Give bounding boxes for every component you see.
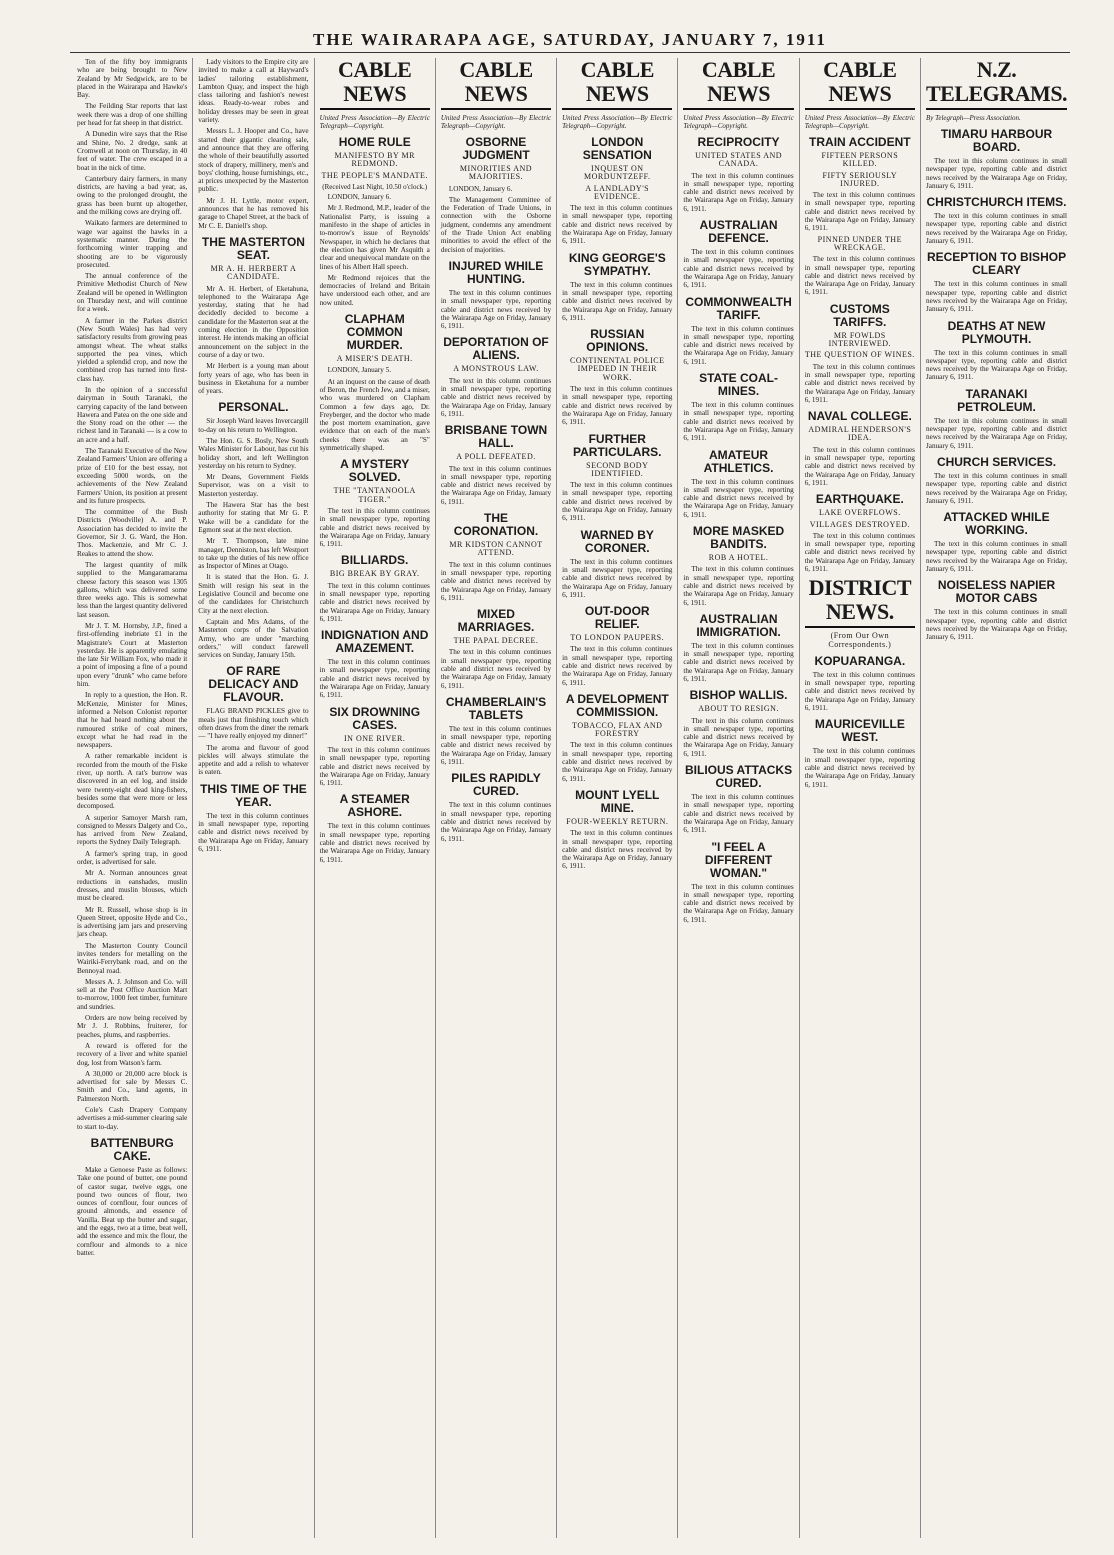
subheadline: FIFTEEN PERSONS KILLED.	[821, 151, 899, 169]
headline: INJURED WHILE HUNTING.	[448, 258, 544, 286]
headline: BISHOP WALLIS.	[689, 688, 788, 703]
headline: DEATHS AT NEW PLYMOUTH.	[947, 318, 1046, 346]
recipe-text: Make a Genoese Paste as follows: Take one pound of butter, one pound of castor sugar, twelve eggs, one pound two ounces of flour, two ounces of cornflour, four ounces of ground almonds, and essence of Vanilla. Beat up the butter and sugar, and the eggs, two at a time, beat well, add the essence and mix the flour, the cornflour and almonds to a nice batter.	[77, 1165, 188, 1257]
filler-text: The text in this column continues in small newspaper type, reporting cable and district news received by the Wairarapa Age on Friday, January 6, 1911.	[925, 540, 1068, 574]
headline: BILLIARDS.	[341, 553, 409, 568]
subheadline: THE QUESTION OF WINES.	[804, 350, 915, 360]
filler-text: The text in this column continues in small newspaper type, reporting cable and district news received by the Wairarapa Age on Friday, January 6, 1911.	[683, 641, 794, 683]
paragraph: Mr T. Thompson, late mine manager, Denniston, has left Westport to take up the duties of his new office as Inspector of Mines at Otago.	[198, 537, 309, 571]
paragraph: Sir Joseph Ward leaves Invercargill to-day on his return to Wellington.	[198, 417, 309, 434]
subheadline: THE "TANTANOOLA TIGER."	[333, 486, 416, 504]
paragraph: The Hawera Star has the best authority for stating that Mr G. P. Wake will be a candidate for the Egmont seat at the next election.	[198, 501, 309, 534]
paragraph: Mr R. Russell, whose shop is in Queen Street, opposite Hyde and Co., is advertising jam jars and preserving jars cheap.	[77, 905, 188, 939]
subheadline: THE PAPAL DECREE.	[453, 636, 539, 646]
filler-text: The text in this column continues in small newspaper type, reporting cable and district news received by the Wairarapa Age on Friday, January 6, 1911.	[562, 385, 673, 427]
paragraph: Orders are now being received by Mr J. J. Robbins, fruiterer, for peaches, plums, and raspberries.	[77, 1014, 188, 1039]
paragraph: A reward is offered for the recovery of a liver and white spaniel dog, lost from Watson's farm.	[77, 1041, 188, 1067]
filler-text: The text in this column continues in small newspaper type, reporting cable and district news received by the Wairarapa Age on Friday, January 6, 1911.	[683, 793, 794, 835]
subheadline: MR KIDSTON CANNOT ATTEND.	[449, 540, 543, 558]
filler-text: The text in this column continues in small newspaper type, reporting cable and district news received by the Wairarapa Age on Friday, January 6, 1911.	[804, 191, 915, 233]
paragraph: It is stated that the Hon. G. J. Smith will resign his seat in the Legislative Council and become one of the candidates for Christchurch City at the next election.	[198, 573, 309, 615]
filler-text: The text in this column continues in small newspaper type, reporting cable and district news received by the Wairarapa Age on Friday, January 6, 1911.	[925, 416, 1068, 450]
filler-text: The text in this column continues in small newspaper type, reporting cable and district news received by the Wairarapa Age on Friday, January 6, 1911.	[562, 829, 673, 871]
paragraph: A rather remarkable incident is recorded from the mouth of the Fiske river, up north. A rat's burrow was discovered in an eel log, and inside were twenty-eight dead king-fishers, besides some that were more or less decomposed.	[77, 752, 188, 811]
paragraph: The Feilding Star reports that last week there was a drop of one shilling per head for fat sheep in that district.	[77, 102, 188, 128]
paragraph: In reply to a question, the Hon. R. McKenzie, Minister for Mines, informed a Nelson Colonist reporter that he had heard nothing about the rumoured strike of coal miners, except what he had read in the newspapers.	[77, 691, 188, 750]
column-5	[556, 58, 677, 1538]
headline: TARANAKI PETROLEUM.	[957, 386, 1036, 414]
headline: AMATEUR ATHLETICS.	[703, 447, 774, 475]
filler-text: The text in this column continues in small newspaper type, reporting cable and district news received by the Wairarapa Age on Friday, January 6, 1911.	[319, 506, 430, 549]
filler-text: The text in this column continues in small newspaper type, reporting cable and district news received by the Wairarapa Age on Friday, January 6, 1911.	[562, 204, 673, 246]
headline: ATTACKED WHILE WORKING.	[943, 510, 1050, 538]
dateline: (Received Last Night, 10.50 o'clock.)	[322, 182, 428, 191]
subheadline: A POLL DEFEATED.	[456, 452, 536, 462]
headline: PILES RAPIDLY CURED.	[451, 771, 541, 799]
headline: KOPUARANGA.	[814, 653, 906, 668]
headline: SIX DROWNING CASES.	[329, 704, 421, 732]
headline: OSBORNE JUDGMENT	[462, 135, 530, 162]
col1-paragraphs	[77, 58, 187, 1131]
paragraph: The Masterton County Council invites tenders for metalling on the Wairiki-Ferrybank road, and on the Bennoyal road.	[77, 941, 188, 975]
filler-text: The text in this column continues in small newspaper type, reporting cable and district news received by the Wairarapa Age on Friday, January 6, 1911.	[562, 481, 673, 523]
filler-text: The text in this column continues in small newspaper type, reporting cable and district news received by the Wairarapa Age on Friday, January 6, 1911.	[683, 477, 794, 519]
filler-text: The text in this column continues in small newspaper type, reporting cable and district news received by the Wairarapa Age on Friday, January 6, 1911.	[562, 741, 673, 783]
paragraph: Mr A. H. Herbert, of Eketahuna, telephoned to the Wairarapa Age yesterday, stating that he had decidedly decided to become a candidate for the Masterton seat at the coming election in the Opposition interest. He intends making an official announcement on the subject in the course of a day or two.	[198, 284, 309, 359]
headline: THE CORONATION.	[453, 511, 539, 539]
headline: NOISELESS NAPIER MOTOR CABS	[937, 578, 1056, 606]
paragraph: FLAG BRAND PICKLES give to meals just that finishing touch which often draws from the diner the remark — "I have really enjoyed my dinner!"	[198, 707, 309, 741]
subheadline: TOBACCO, FLAX AND FORESTRY	[572, 720, 663, 739]
subheadline: ADMIRAL HENDERSON'S IDEA.	[808, 425, 912, 443]
filler-text: The text in this column continues in small newspaper type, reporting cable and district news received by the Wairarapa Age on Friday, January 6, 1911.	[804, 255, 915, 297]
filler-text: The text in this column continues in small newspaper type, reporting cable and district news received by the Wairarapa Age on Friday, January 6, 1911.	[683, 324, 794, 366]
filler-text: The text in this column continues in small newspaper type, reporting cable and district news received by the Wairarapa Age on Friday, January 6, 1911.	[319, 822, 430, 864]
filler-text: The text in this column continues in small newspaper type, reporting cable and district news received by the Wairarapa Age on Friday, January 6, 1911.	[198, 811, 309, 853]
paragraph: Canterbury dairy farmers, in many districts, are having a bad year, as, owing to the prolonged drought, the grass has been burnt up altogether, and the milking cows are drying off.	[77, 174, 188, 217]
headline: STATE COAL-MINES.	[699, 371, 778, 399]
paragraph: A Dunedin wire says that the Rise and Shine, No. 2 dredge, sank at Cromwell at noon on Thursday, in 40 feet of water. The crew escaped in a boat in the nick of time.	[77, 130, 188, 172]
paragraph: The Management Committee of the Federation of Trade Unions, in connection with the Osborne judgment, condemns any amendment of the Trade Union Act enabling minorities to avoid the effect of the decision of majorities.	[440, 195, 552, 254]
nz-telegrams-banner: N.Z. TELEGRAMS.	[926, 58, 1067, 110]
paragraph: Waikato farmers are determined to wage war against the hawks in a systematic manner. During the forthcoming winter trapping and shooting are to be vigorously prosecuted.	[77, 219, 188, 269]
filler-text: The text in this column continues in small newspaper type, reporting cable and district news received by the Wairarapa Age on Friday, January 6, 1911.	[440, 464, 552, 506]
subheadline: A MISER'S DEATH.	[336, 354, 413, 364]
paragraph: Mr J. H. Lyttle, motor expert, announces that he has removed his garage to Chapel Street, at the back of Mr C. E. Daniell's shop.	[198, 196, 309, 230]
subheadline: MR A. H. HERBERT A CANDIDATE.	[210, 263, 297, 282]
filler-text: The text in this column continues in small newspaper type, reporting cable and district news received by the Wairarapa Age on Friday, January 6, 1911.	[683, 882, 794, 924]
filler-text: The text in this column continues in small newspaper type, reporting cable and district news received by the Wairarapa Age on Friday, January 6, 1911.	[319, 581, 430, 623]
paragraph: LONDON, January 6.	[448, 184, 513, 193]
filler-text: The text in this column continues in small newspaper type, reporting cable and district news received by the Wairarapa Age on Friday, January 6, 1911.	[925, 608, 1068, 642]
paragraph: A 30,000 or 20,000 acre block is advertised for sale by Messrs C. Smith and Co., land agents, in Palmerston North.	[77, 1069, 188, 1103]
headline: MOUNT LYELL MINE.	[575, 787, 660, 815]
cable-news-banner: CABLE NEWS	[562, 58, 672, 110]
subheadline: MR FOWLDS INTERVIEWED.	[828, 330, 892, 349]
paragraph: Mr Deans, Government Fields Supervisor, was on a visit to Masterton yesterday.	[198, 473, 309, 498]
subheadline: LAKE OVERFLOWS.	[818, 508, 901, 518]
masthead: THE WAIRARAPA AGE, SATURDAY, JANUARY 7, 1911	[70, 30, 1070, 53]
paragraph: Mr A. Norman announces great reductions in eanshades, muslin dresses, and muslin blouses, which must be cleared.	[77, 869, 188, 903]
headline: RECEPTION TO BISHOP CLEARY	[926, 250, 1067, 278]
subheadline: MANIFESTO BY MR REDMOND.	[334, 151, 415, 169]
paragraph: The Hon. G. S. Bosly, New South Wales Minister for Labour, has cut his holiday short, and left Wellington yesterday on his return to Sydney.	[198, 436, 309, 470]
headline: RECIPROCITY	[697, 135, 780, 149]
filler-text: The text in this column continues in small newspaper type, reporting cable and district news received by the Wairarapa Age on Friday, January 6, 1911.	[804, 362, 915, 404]
filler-text: The text in this column continues in small newspaper type, reporting cable and district news received by the Wairarapa Age on Friday, January 6, 1911.	[319, 658, 430, 700]
paragraph: A farmer in the Parkes district (New South Wales) has had very satisfactory results from growing peas amongst wheat. The wheat stalks supported the pea vines, which yielded a splendid crop, and now the combined crop has turned into first-class hay.	[77, 316, 188, 383]
district-news-banner: DISTRICT NEWS.	[805, 576, 915, 628]
cable-news-banner: CABLE NEWS	[683, 58, 793, 110]
subheadline: A LANDLADY'S EVIDENCE.	[585, 183, 650, 201]
subheadline: A MONSTROUS LAW.	[453, 364, 539, 374]
headline: A DEVELOPMENT COMMISSION.	[565, 691, 669, 719]
subheadline: PINNED UNDER THE WRECKAGE.	[817, 234, 902, 252]
filler-text: The text in this column continues in small newspaper type, reporting cable and district news received by the Wairarapa Age on Friday, January 6, 1911.	[804, 531, 915, 573]
filler-text: The text in this column continues in small newspaper type, reporting cable and district news received by the Wairarapa Age on Friday, January 6, 1911.	[319, 745, 430, 788]
subheadline: FOUR-WEEKLY RETURN.	[566, 816, 669, 826]
filler-text: The text in this column continues in small newspaper type, reporting cable and district news received by the Wairarapa Age on Friday, January 6, 1911.	[925, 157, 1068, 190]
filler-text: The text in this column continues in small newspaper type, reporting cable and district news received by the Wairarapa Age on Friday, January 6, 1911.	[683, 716, 794, 758]
subheadline: BIG BREAK BY GRAY.	[329, 569, 420, 579]
filler-text: The text in this column continues in small newspaper type, reporting cable and district news received by the Wairarapa Age on Friday, January 6, 1911.	[683, 565, 794, 607]
headline: DEPORTATION OF ALIENS.	[443, 335, 549, 363]
headline: HOME RULE	[338, 135, 411, 149]
headline: THE MASTERTON SEAT.	[201, 234, 305, 262]
column-3	[314, 58, 435, 1538]
paragraph: Mr J. T. M. Hornsby, J.P., fined a first-offending inebriate £1 in the Magistrate's Court at Masterton yesterday. He is apparently emulating the late Sir William Fox, who made it a point of imposing a fine of a pound upon every "drunk" who came before him.	[77, 622, 188, 689]
filler-text: The text in this column continues in small newspaper type, reporting cable and district news received by the Wairarapa Age on Friday, January 6, 1911.	[804, 445, 915, 487]
paragraph: Mr Redmond rejoices that the democracies of Ireland and Britain have understood each other, and are now united.	[319, 273, 430, 307]
headline: CHRISTCHURCH ITEMS.	[926, 195, 1067, 210]
filler-text: The text in this column continues in small newspaper type, reporting cable and district news received by the Wairarapa Age on Friday, January 6, 1911.	[440, 648, 552, 690]
headline: A MYSTERY SOLVED.	[340, 457, 410, 485]
headline: "I FEEL A DIFFERENT WOMAN."	[704, 839, 773, 880]
paragraph: The annual conference of the Primitive Methodist Church of New Zealand will be opened in Wellington on Thursday next, and will continue for a week.	[77, 272, 188, 314]
headline: BILIOUS ATTACKS CURED.	[684, 763, 793, 791]
paragraph: The aroma and flavour of good pickles will always stimulate the appetite and add a relish to whatever is eaten.	[198, 743, 309, 777]
subheadline: VILLAGES DESTROYED.	[809, 519, 910, 529]
column-4	[435, 58, 556, 1538]
headline: A STEAMER ASHORE.	[339, 792, 410, 820]
cable-news-banner: CABLE NEWS	[441, 58, 551, 110]
subheadline: MINORITIES AND MAJORITIES.	[459, 164, 533, 182]
filler-text: The text in this column continues in small newspaper type, reporting cable and district news received by the Wairarapa Age on Friday, January 6, 1911.	[683, 248, 794, 290]
headline: MORE MASKED BANDITS.	[692, 524, 785, 552]
column-8	[920, 58, 1072, 1538]
byline: United Press Association—By Electric Telegraph—Copyright.	[440, 114, 552, 130]
paragraph: Lady visitors to the Empire city are invited to make a call at Hayward's ladies' tailoring establishment, Lambton Quay, and inspect the high class tailoring and fashion's newest ideas. Ready-to-wear robes and holiday dresses may be seen in great variety.	[198, 58, 309, 125]
headline: KING GEORGE'S SYMPATHY.	[568, 250, 666, 278]
byline: United Press Association—By Electric Telegraph—Copyright.	[683, 114, 794, 130]
headline: MIXED MARRIAGES.	[457, 607, 535, 635]
paragraph: Captain and Mrs Adams, of the Masterton corps of the Salvation Army, who are under "marching orders," will conduct farewell services on Sunday, January 15th.	[198, 617, 309, 660]
headline: PERSONAL.	[218, 400, 289, 415]
headline: WARNED BY CORONER.	[580, 527, 654, 555]
subheadline: (From Our Own Correspondents.)	[828, 631, 892, 649]
subheadline: THE PEOPLE'S MANDATE.	[321, 170, 428, 180]
headline: CHAMBERLAIN'S TABLETS	[445, 694, 547, 722]
columns	[72, 58, 1072, 1538]
filler-text: The text in this column continues in small newspaper type, reporting cable and district news received by the Wairarapa Age on Friday, January 6, 1911.	[440, 376, 552, 418]
filler-text: The text in this column continues in small newspaper type, reporting cable and district news received by the Wairarapa Age on Friday, January 6, 1911.	[440, 724, 552, 767]
byline: United Press Association—By Electric Telegraph—Copyright.	[804, 114, 915, 130]
cable-news-banner: CABLE NEWS	[805, 58, 915, 110]
paragraph: LONDON, January 6.	[327, 193, 392, 202]
paragraph: The Taranaki Executive of the New Zealand Farmers' Union are offering a prize of £10 for the best essay, not exceeding 5000 words, on the achievements of the New Zealand Farmers' Union, its position at present and its future prospects.	[77, 447, 188, 505]
headline: THIS TIME OF THE YEAR.	[200, 781, 307, 809]
paragraph: The largest quantity of milk supplied to the Mangaramarama cheese factory this season was 1305 gallons, which was delivered some three weeks ago. This is somewhat less than the largest quantity delivered last season.	[77, 560, 188, 619]
paragraph: Messrs L. J. Hooper and Co., have started their gigantic clearing sale, and announce that they are offering the whole of their beautifully assorted stock of drapery, millinery, men's and boys' clothing, house furnishings, etc., at prices unexpected by the Masterton public.	[198, 127, 309, 194]
paragraph: Cole's Cash Drapery Company advertises a mid-summer clearing sale to start to-day.	[77, 1106, 188, 1131]
byline: By Telegraph—Press Association.	[925, 114, 1021, 122]
headline: OUT-DOOR RELIEF.	[584, 604, 650, 632]
paragraph: Mr J. Redmond, M.P., leader of the Nationalist Party, is issuing a manifesto in the shape of articles in to-morrow's issue of Reynolds' Newspaper, in which he declares that the election has given Mr Asquith a clear and unequivocal mandate on the lines of his Albert Hall speech.	[319, 204, 430, 271]
headline: BRISBANE TOWN HALL.	[444, 423, 548, 451]
headline: NAVAL COLLEGE.	[807, 409, 912, 424]
headline: EARTHQUAKE.	[815, 492, 904, 507]
headline: AUSTRALIAN DEFENCE.	[699, 218, 778, 246]
filler-text: The text in this column continues in small newspaper type, reporting cable and district news received by the Wairarapa Age on Friday, January 6, 1911.	[440, 801, 552, 843]
filler-text: The text in this column continues in small newspaper type, reporting cable and district news received by the Wairarapa Age on Friday, January 6, 1911.	[683, 401, 794, 443]
filler-text: The text in this column continues in small newspaper type, reporting cable and district news received by the Wairarapa Age on Friday, January 6, 1911.	[925, 212, 1068, 246]
subheadline: FIFTY SERIOUSLY INJURED.	[822, 170, 898, 188]
headline: CLAPHAM COMMON MURDER.	[344, 312, 405, 353]
subheadline: UNITED STATES AND CANADA.	[695, 151, 783, 169]
filler-text: The text in this column continues in small newspaper type, reporting cable and district news received by the Wairarapa Age on Friday, January 6, 1911.	[562, 280, 673, 322]
byline: United Press Association—By Electric Telegraph—Copyright.	[319, 114, 430, 130]
column-7	[799, 58, 920, 1538]
filler-text: The text in this column continues in small newspaper type, reporting cable and district news received by the Wairarapa Age on Friday, January 6, 1911.	[804, 747, 915, 789]
headline: TIMARU HARBOUR BOARD.	[940, 127, 1053, 154]
filler-text: The text in this column continues in small newspaper type, reporting cable and district news received by the Wairarapa Age on Friday, January 6, 1911.	[562, 557, 673, 599]
paragraph: A farmer's spring trap, in good order, is advertised for sale.	[77, 849, 188, 867]
filler-text: The text in this column continues in small newspaper type, reporting cable and district news received by the Wairarapa Age on Friday, January 6, 1911.	[925, 471, 1068, 505]
filler-text: The text in this column continues in small newspaper type, reporting cable and district news received by the Wairarapa Age on Friday, January 6, 1911.	[562, 645, 673, 687]
paragraph: LONDON, January 5.	[327, 366, 392, 375]
paragraph: Messrs A. J. Johnson and Co. will sell at the Post Office Auction Mart to-morrow, 1000 feet timber, furniture and sundries.	[77, 977, 188, 1011]
headline: COMMONWEALTH TARIFF.	[685, 294, 792, 322]
byline: United Press Association—By Electric Telegraph—Copyright.	[562, 114, 673, 130]
column-2	[192, 58, 313, 1538]
subheadline: SECOND BODY IDENTIFIED.	[586, 460, 649, 478]
subheadline: ROB A HOTEL.	[708, 553, 769, 563]
headline: AUSTRALIAN IMMIGRATION.	[696, 611, 781, 639]
filler-text: The text in this column continues in small newspaper type, reporting cable and district news received by the Wairarapa Age on Friday, January 6, 1911.	[925, 348, 1068, 382]
subheadline: ABOUT TO RESIGN.	[698, 704, 779, 714]
paragraph: At an inquest on the cause of death of Beron, the French Jew, and a miser, who was murdered on Clapham Common a few days ago, Dr. Freyberger, and the doctor who made the post mortem examination, gave evidence that on each of the man's cheeks there was an "S" symmetrically shaped.	[319, 377, 430, 453]
filler-text: The text in this column continues in small newspaper type, reporting cable and district news received by the Wairarapa Age on Friday, January 6, 1911.	[925, 280, 1068, 314]
headline: INDIGNATION AND AMAZEMENT.	[321, 628, 429, 656]
headline: LONDON SENSATION	[582, 135, 652, 162]
headline: FURTHER PARTICULARS.	[573, 431, 662, 459]
subheadline: CONTINENTAL POLICE IMPEDED IN THEIR WORK.	[570, 356, 665, 382]
filler-text: The text in this column continues in small newspaper type, reporting cable and district news received by the Wairarapa Age on Friday, January 6, 1911.	[440, 560, 552, 602]
cable-news-banner: CABLE NEWS	[320, 58, 430, 110]
column-6	[677, 58, 798, 1538]
filler-text: The text in this column continues in small newspaper type, reporting cable and district news received by the Wairarapa Age on Friday, January 6, 1911.	[440, 288, 552, 331]
headline: CHURCH SERVICES.	[936, 454, 1057, 469]
recipe-headline: BATTENBURG CAKE.	[90, 1135, 174, 1163]
filler-text: The text in this column continues in small newspaper type, reporting cable and district news received by the Wairarapa Age on Friday, January 6, 1911.	[804, 670, 915, 713]
headline: TRAIN ACCIDENT	[809, 135, 911, 149]
paragraph: Mr Herbert is a young man about forty years of age, who has been in business in Eketahuna for a number of years.	[198, 362, 309, 396]
paragraph: A superior Samoyer Marsh ram, consigned to Messrs Dalgety and Co., has arrived from New Zealand, reports the Sydney Daily Telegraph.	[77, 813, 188, 847]
column-1	[72, 58, 192, 1538]
paragraph: Ten of the fifty boy immigrants who are being brought to New Zealand by Mr Sedgwick, are to be placed in the Wairarapa and Hawke's Bay.	[77, 58, 188, 100]
paragraph: The committee of the Bush Districts (Woodville) A. and P. Association has decided to invite the Governor, Sir J. G. Ward, the Hon. Thos. Mackenzie, and Mr C. J. Reakes to attend the show.	[77, 508, 188, 558]
subheadline: IN ONE RIVER.	[344, 733, 406, 743]
headline: OF RARE DELICACY AND FLAVOUR.	[208, 664, 299, 705]
paragraph: In the opinion of a successful dairyman in South Taranaki, the carrying capacity of the land between Hawera and Patea on the one side and the Stony road on the other — the richest land in Taranaki — is a cow to an acre and a half.	[77, 385, 188, 444]
subheadline: TO LONDON PAUPERS.	[570, 633, 665, 643]
filler-text: The text in this column continues in small newspaper type, reporting cable and district news received by the Wairarapa Age on Friday, January 6, 1911.	[683, 171, 794, 213]
headline: CUSTOMS TARIFFS.	[829, 301, 890, 329]
headline: MAURICEVILLE WEST.	[814, 717, 905, 745]
headline: RUSSIAN OPINIONS.	[586, 327, 649, 355]
subheadline: INQUEST ON MORDUNTZEFF.	[584, 164, 651, 182]
